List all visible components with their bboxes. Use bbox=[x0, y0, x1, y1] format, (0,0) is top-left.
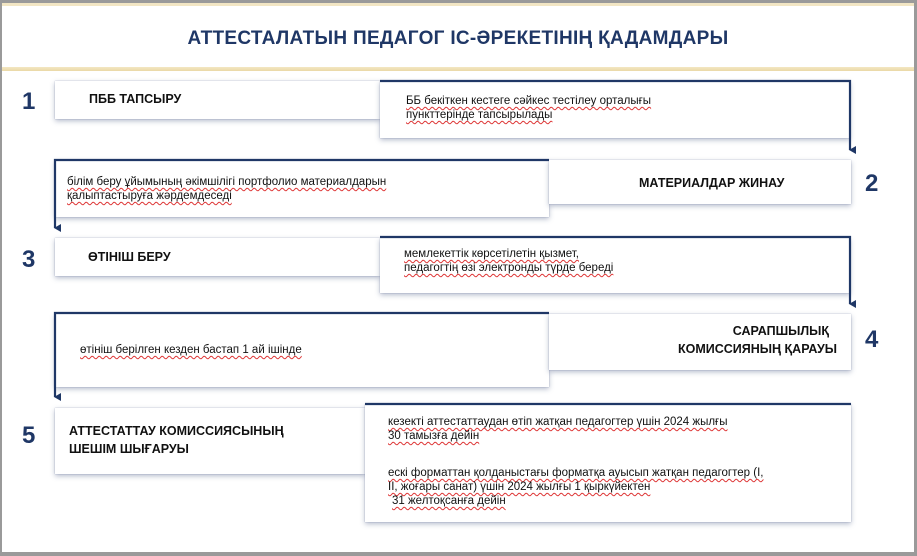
step-5-desc-line-5: 31 желтоқсанға дейін bbox=[392, 495, 506, 507]
step-2-desc-line-2: қалыптастыруға жәрдемдеседі bbox=[67, 190, 232, 202]
step-3-desc-line-1: мемлекеттік көрсетілетін қызмет, bbox=[404, 248, 579, 260]
step-2-label: МАТЕРИАЛДАР ЖИНАУ bbox=[639, 176, 785, 190]
step-1-label: ПББ ТАПСЫРУ bbox=[89, 92, 182, 106]
arrow-step-2-to-3 bbox=[55, 160, 549, 228]
step-1-desc-line-1: ББ бекіткен кестеге сәйкес тестілеу орталығы bbox=[406, 95, 652, 107]
arrow-step-4-to-5 bbox=[55, 313, 549, 397]
step-2-desc-line-1: білім беру ұйымының әкімшілігі портфолио материалдарын bbox=[67, 176, 387, 188]
arrow-step-3-to-4 bbox=[380, 237, 850, 304]
step-number-1: 1 bbox=[22, 88, 36, 115]
step-5-desc-line-1: кезекті аттестаттаудан өтіп жатқан педагогтер үшін 2024 жылғы bbox=[388, 416, 728, 428]
step-5-label-line-1: АТТЕСТАТТАУ КОМИССИЯСЫНЫҢ bbox=[69, 424, 284, 438]
step-5-desc-line-4: ІІ, жоғары санат) үшін 2024 жылғы 1 қыркүйектен bbox=[388, 481, 651, 493]
step-4-label-line-2: КОМИССИЯНЫҢ ҚАРАУЫ bbox=[678, 342, 837, 356]
arrow-step-1-to-2 bbox=[380, 81, 850, 150]
step-number-2: 2 bbox=[865, 170, 879, 197]
step-3-desc-line-2: педагогтің өзі электронды түрде береді bbox=[404, 262, 614, 274]
step-4-desc-line-1: өтініш берілген кезден бастап 1 ай ішінде bbox=[80, 344, 302, 356]
step-3-label: ӨТІНІШ БЕРУ bbox=[88, 250, 171, 264]
step-4-label-line-1: САРАПШЫЛЫҚ bbox=[732, 324, 829, 338]
step-5-label-line-2: ШЕШІМ ШЫҒАРУЫ bbox=[69, 442, 189, 456]
step-number-5: 5 bbox=[22, 422, 36, 449]
step-5-desc-line-3: ескі форматтан қолданыстағы форматқа ауысып жатқан педагогтер (І, bbox=[388, 467, 764, 479]
step-5-desc-line-2: 30 тамызға дейін bbox=[388, 430, 480, 442]
page-title: АТТЕСТАЛАТЫН ПЕДАГОГ ІС-ӘРЕКЕТІНІҢ ҚАДАМДАРЫ bbox=[187, 28, 729, 49]
step-number-3: 3 bbox=[22, 246, 36, 273]
step-number-4: 4 bbox=[865, 326, 879, 353]
step-1-desc-line-2: пункттерінде тапсырылады bbox=[406, 109, 553, 121]
